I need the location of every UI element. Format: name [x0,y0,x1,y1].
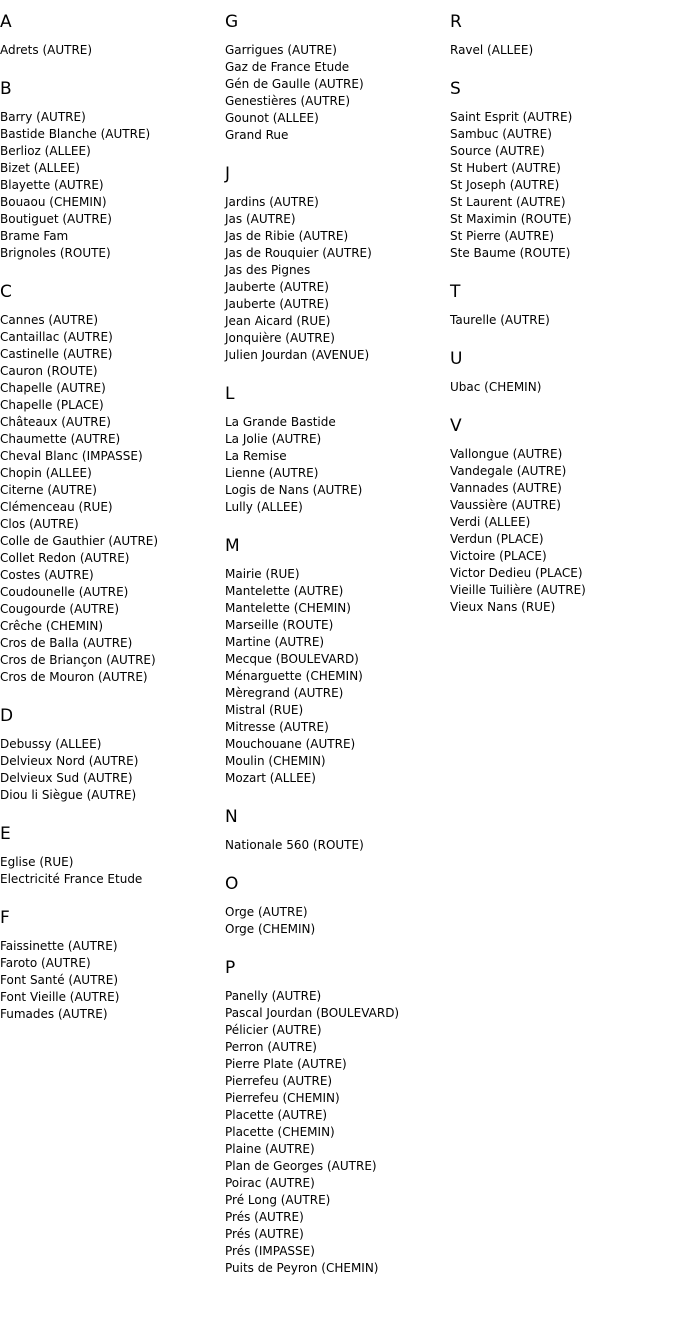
section-letter-heading: A [0,12,12,32]
street-item: Barry (AUTRE) [0,110,86,124]
street-item: Mistral (RUE) [225,703,304,717]
street-item: Saint Esprit (AUTRE) [450,110,573,124]
street-list [0,736,225,804]
street-item: Bastide Blanche (AUTRE) [0,127,151,141]
section-letter-heading: L [225,384,235,404]
street-item: Ravel (ALLEE) [450,43,534,57]
street-item: Cougourde (AUTRE) [0,602,120,616]
street-item: Mozart (ALLEE) [225,771,316,785]
street-item: Verdi (ALLEE) [450,515,531,529]
street-item: Chopin (ALLEE) [0,466,92,480]
street-item: Cros de Mouron (AUTRE) [0,670,148,684]
street-item: Genestières (AUTRE) [225,94,351,108]
street-item: Puits de Peyron (CHEMIN) [225,1261,379,1275]
section-letter-heading: R [450,12,462,32]
street-item: Taurelle (AUTRE) [450,313,550,327]
street-item: Cros de Briançon (AUTRE) [0,653,156,667]
street-item: Pierrefeu (CHEMIN) [225,1091,340,1105]
street-item: Cantaillac (AUTRE) [0,330,113,344]
section-letter-heading: M [225,536,240,556]
street-item: Mantelette (AUTRE) [225,584,344,598]
street-item: Vaussière (AUTRE) [450,498,561,512]
street-list [225,904,450,938]
street-list [225,988,450,1277]
street-item: St Hubert (AUTRE) [450,161,561,175]
street-item: Clos (AUTRE) [0,517,79,531]
section-letter-heading: T [450,282,461,302]
section-letter-heading: F [0,908,10,928]
section-letter-heading: S [450,79,461,99]
section-letter-heading: U [450,349,463,369]
street-item: Jean Aicard (RUE) [225,314,331,328]
street-item: Ubac (CHEMIN) [450,380,542,394]
street-item: Gén de Gaulle (AUTRE) [225,77,364,91]
letter-section [450,282,675,329]
street-item: Diou li Siègue (AUTRE) [0,788,137,802]
street-item: Perron (AUTRE) [225,1040,317,1054]
street-item: Placette (CHEMIN) [225,1125,335,1139]
street-item: Mouchouane (AUTRE) [225,737,356,751]
street-item: St Joseph (AUTRE) [450,178,560,192]
street-item: Clémenceau (RUE) [0,500,113,514]
section-letter-heading: C [0,282,12,302]
letter-section [225,384,450,516]
letter-section [0,282,225,686]
street-item: Castinelle (AUTRE) [0,347,113,361]
street-item: Delvieux Sud (AUTRE) [0,771,133,785]
street-list [0,312,225,686]
street-item: Victor Dedieu (PLACE) [450,566,583,580]
street-item: Prés (AUTRE) [225,1227,304,1241]
street-item: Martine (AUTRE) [225,635,325,649]
letter-section [225,874,450,938]
street-item: Prés (AUTRE) [225,1210,304,1224]
index-column-1 [0,0,225,1023]
street-item: Font Santé (AUTRE) [0,973,119,987]
street-item: St Maximin (ROUTE) [450,212,572,226]
street-list [0,854,225,888]
street-item: Vieille Tuilière (AUTRE) [450,583,586,597]
letter-section [0,824,225,888]
section-letter-heading: N [225,807,238,827]
street-item: Pierrefeu (AUTRE) [225,1074,333,1088]
street-item: Gounot (ALLEE) [225,111,319,125]
street-item: Mèregrand (AUTRE) [225,686,344,700]
section-letter-heading: B [0,79,12,99]
street-item: Jardins (AUTRE) [225,195,319,209]
street-item: Jas de Ribie (AUTRE) [225,229,349,243]
street-item: Chapelle (PLACE) [0,398,104,412]
street-item: Costes (AUTRE) [0,568,94,582]
letter-section [225,958,450,1277]
street-item: Plaine (AUTRE) [225,1142,315,1156]
street-item: Pierre Plate (AUTRE) [225,1057,347,1071]
street-item: Garrigues (AUTRE) [225,43,337,57]
street-item: Colle de Gauthier (AUTRE) [0,534,159,548]
street-item: Jauberte (AUTRE) [225,297,329,311]
street-item: Vieux Nans (RUE) [450,600,556,614]
street-item: Prés (IMPASSE) [225,1244,315,1258]
section-letter-heading: G [225,12,239,32]
letter-section [225,536,450,787]
street-item: Moulin (CHEMIN) [225,754,326,768]
street-item: Bizet (ALLEE) [0,161,80,175]
street-item: Mecque (BOULEVARD) [225,652,359,666]
street-item: Ste Baume (ROUTE) [450,246,571,260]
street-item: Bouaou (CHEMIN) [0,195,107,209]
street-list [450,312,675,329]
street-item: Lully (ALLEE) [225,500,303,514]
street-list [225,414,450,516]
street-item: Ménarguette (CHEMIN) [225,669,363,683]
street-item: Pascal Jourdan (BOULEVARD) [225,1006,400,1020]
street-list [0,42,225,59]
letter-section [0,706,225,804]
street-list [225,194,450,364]
street-list [225,566,450,787]
street-item: Font Vieille (AUTRE) [0,990,120,1004]
street-item: Collet Redon (AUTRE) [0,551,130,565]
street-item: Mitresse (AUTRE) [225,720,329,734]
street-item: Adrets (AUTRE) [0,43,93,57]
street-item: Cauron (ROUTE) [0,364,98,378]
letter-section [0,79,225,262]
street-item: Cros de Balla (AUTRE) [0,636,133,650]
street-item: Gaz de France Etude [225,60,350,74]
street-item: Chapelle (AUTRE) [0,381,106,395]
street-item: Faissinette (AUTRE) [0,939,118,953]
street-item: Faroto (AUTRE) [0,956,91,970]
street-item: Vallongue (AUTRE) [450,447,563,461]
street-item: Orge (CHEMIN) [225,922,316,936]
street-item: La Jolie (AUTRE) [225,432,322,446]
street-item: Delvieux Nord (AUTRE) [0,754,139,768]
street-item: Nationale 560 (ROUTE) [225,838,364,852]
section-letter-heading: V [450,416,462,436]
street-item: Julien Jourdan (AVENUE) [225,348,370,362]
street-item: Lienne (AUTRE) [225,466,319,480]
street-list [450,379,675,396]
index-column-2 [225,0,450,1277]
street-item: Jas de Rouquier (AUTRE) [225,246,372,260]
street-list [450,446,675,616]
street-item: Blayette (AUTRE) [0,178,104,192]
letter-section [450,416,675,616]
street-item: Placette (AUTRE) [225,1108,328,1122]
street-item: Vandegale (AUTRE) [450,464,567,478]
street-item: Cannes (AUTRE) [0,313,98,327]
street-item: Crêche (CHEMIN) [0,619,104,633]
street-list [225,42,450,144]
street-item: Plan de Georges (AUTRE) [225,1159,377,1173]
street-item: Verdun (PLACE) [450,532,544,546]
letter-section [0,908,225,1023]
letter-section [450,349,675,396]
street-list [225,837,450,854]
section-letter-heading: E [0,824,11,844]
street-item: Berlioz (ALLEE) [0,144,91,158]
street-item: Panelly (AUTRE) [225,989,322,1003]
index-column-3 [450,0,675,616]
street-item: Pré Long (AUTRE) [225,1193,331,1207]
street-item: Jonquière (AUTRE) [225,331,335,345]
street-item: Orge (AUTRE) [225,905,308,919]
street-list [450,109,675,262]
street-item: Source (AUTRE) [450,144,545,158]
section-letter-heading: J [225,164,231,184]
letter-section [450,12,675,59]
street-list [0,938,225,1023]
street-item: Chaumette (AUTRE) [0,432,121,446]
street-item: Citerne (AUTRE) [0,483,97,497]
street-item: Pélicier (AUTRE) [225,1023,322,1037]
section-letter-heading: P [225,958,236,978]
street-item: Brignoles (ROUTE) [0,246,111,260]
letter-section [0,12,225,59]
street-item: Coudounelle (AUTRE) [0,585,129,599]
street-item: Jas (AUTRE) [225,212,296,226]
letter-section [450,79,675,262]
street-item: Boutiguet (AUTRE) [0,212,112,226]
street-item: Sambuc (AUTRE) [450,127,552,141]
street-item: Poirac (AUTRE) [225,1176,315,1190]
street-item: St Pierre (AUTRE) [450,229,555,243]
street-item: Mantelette (CHEMIN) [225,601,351,615]
street-item: La Remise [225,449,287,463]
street-item: Victoire (PLACE) [450,549,547,563]
street-item: Jauberte (AUTRE) [225,280,329,294]
street-list [0,109,225,262]
street-item: Debussy (ALLEE) [0,737,102,751]
street-item: La Grande Bastide [225,415,336,429]
street-item: Châteaux (AUTRE) [0,415,111,429]
street-item: Fumades (AUTRE) [0,1007,108,1021]
street-item: Grand Rue [225,128,289,142]
section-letter-heading: O [225,874,239,894]
letter-section [225,12,450,144]
street-item: St Laurent (AUTRE) [450,195,566,209]
street-item: Marseille (ROUTE) [225,618,334,632]
street-list [450,42,675,59]
street-item: Brame Fam [0,229,69,243]
street-item: Cheval Blanc (IMPASSE) [0,449,143,463]
street-item: Eglise (RUE) [0,855,74,869]
street-item: Electricité France Etude [0,872,143,886]
street-item: Jas des Pignes [225,263,311,277]
letter-section [225,807,450,854]
street-item: Logis de Nans (AUTRE) [225,483,363,497]
street-item: Mairie (RUE) [225,567,300,581]
letter-section [225,164,450,364]
section-letter-heading: D [0,706,14,726]
street-item: Vannades (AUTRE) [450,481,562,495]
